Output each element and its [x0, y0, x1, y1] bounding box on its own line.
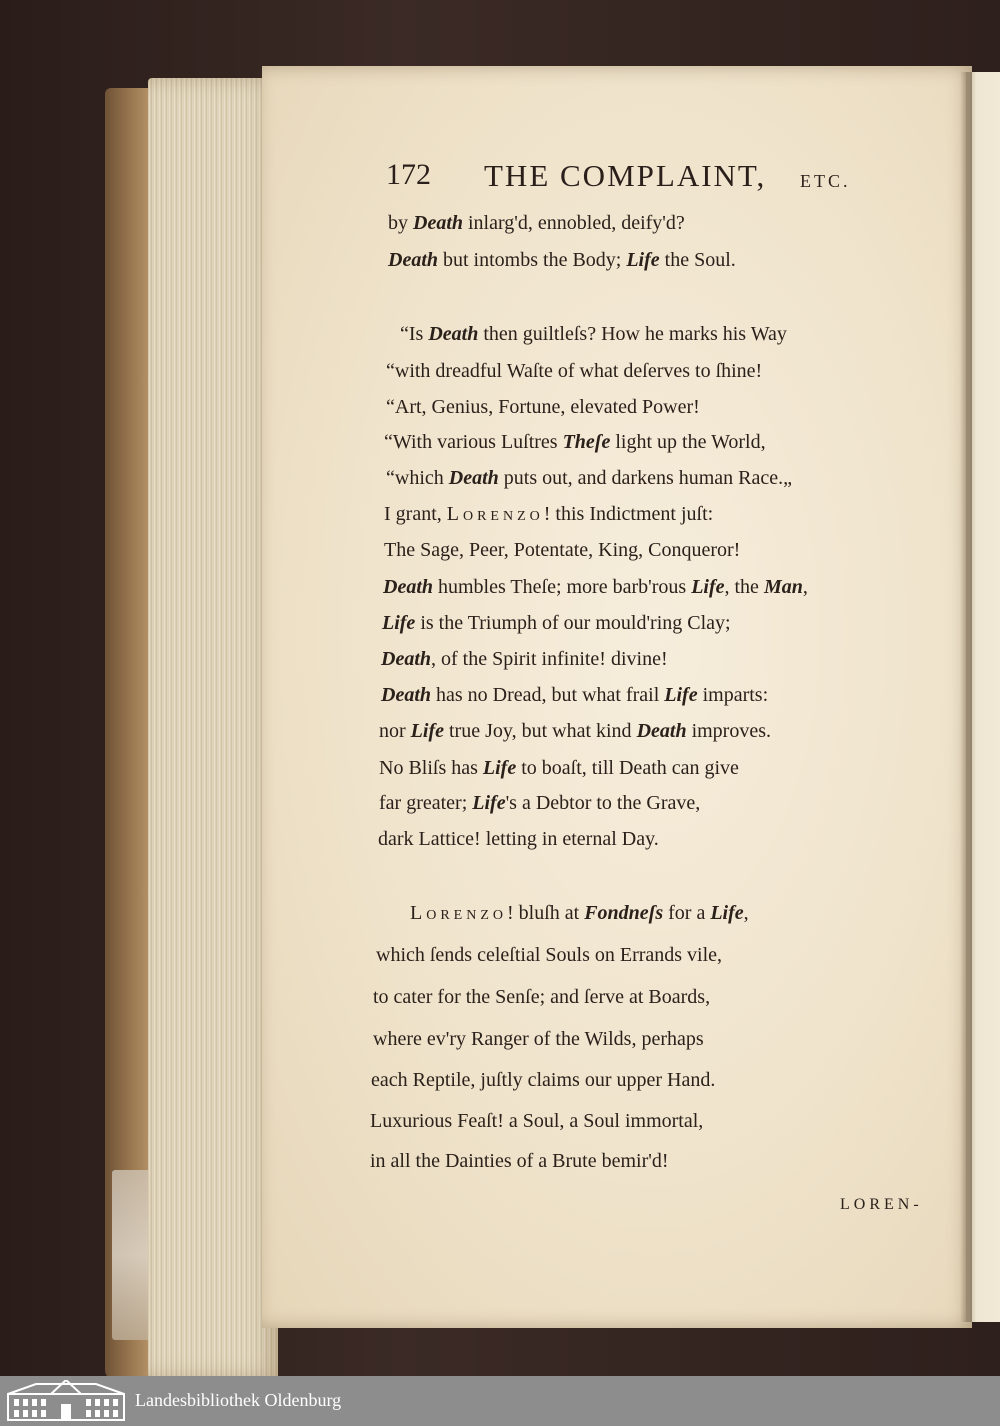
- running-title: THE COMPLAINT,: [484, 158, 767, 193]
- text-line: where ev'ry Ranger of the Wilds, perhaps: [373, 1028, 704, 1050]
- page-number: 172: [386, 158, 431, 191]
- text-line: “with dreadful Waſte of what deſerves to ſhine!: [386, 360, 763, 382]
- text-line: “which Death puts out, and darkens human Race.„: [386, 467, 793, 489]
- text-line: by Death inlarg'd, ennobled, deify'd?: [388, 212, 685, 234]
- text-line: Death humbles Theſe; more barb'rous Life, the Man,: [383, 576, 808, 598]
- text-line: Death, of the Spirit infinite! divine!: [381, 648, 668, 670]
- text-line: I grant, Lorenzo! this Indictment juſt:: [384, 503, 714, 525]
- text-line: “With various Luſtres Theſe light up the World,: [384, 431, 766, 453]
- text-line: dark Lattice! letting in eternal Day.: [378, 828, 659, 850]
- text-line: each Reptile, juſtly claims our upper Hand.: [371, 1069, 716, 1091]
- text-line: far greater; Life's a Debtor to the Grave,: [379, 792, 701, 814]
- footer-bar: [0, 1376, 1000, 1426]
- text-line: No Bliſs has Life to boaſt, till Death can give: [379, 757, 739, 779]
- text-line: “Is Death then guiltleſs? How he marks his Way: [400, 323, 787, 345]
- gutter-shadow: [960, 72, 972, 1322]
- text-line: The Sage, Peer, Potentate, King, Conqueror!: [384, 539, 741, 561]
- text-line: Lorenzo! bluſh at Fondneſs for a Life,: [410, 902, 749, 924]
- page-edges: [148, 78, 278, 1378]
- running-title-etc: ETC.: [800, 171, 851, 191]
- text-line: Life is the Triumph of our mould'ring Clay;: [382, 612, 731, 634]
- library-building-icon: [6, 1380, 126, 1422]
- text-line: which ſends celeſtial Souls on Errands vile,: [376, 944, 723, 966]
- text-line: “Art, Genius, Fortune, elevated Power!: [386, 396, 700, 418]
- library-name: Landesbibliothek Oldenburg: [135, 1390, 342, 1410]
- text-line: Death but intombs the Body; Life the Soul.: [388, 249, 736, 271]
- text-line: in all the Dainties of a Brute bemir'd!: [370, 1150, 669, 1172]
- cover-wear: [112, 1170, 152, 1340]
- text-line: nor Life true Joy, but what kind Death improves.: [379, 720, 771, 742]
- text-line: to cater for the Senſe; and ſerve at Boards,: [373, 986, 711, 1008]
- text-line: Death has no Dread, but what frail Life imparts:: [381, 684, 769, 706]
- text-line: Luxurious Feaſt! a Soul, a Soul immortal,: [370, 1110, 704, 1132]
- catchword: LOREN-: [840, 1196, 923, 1213]
